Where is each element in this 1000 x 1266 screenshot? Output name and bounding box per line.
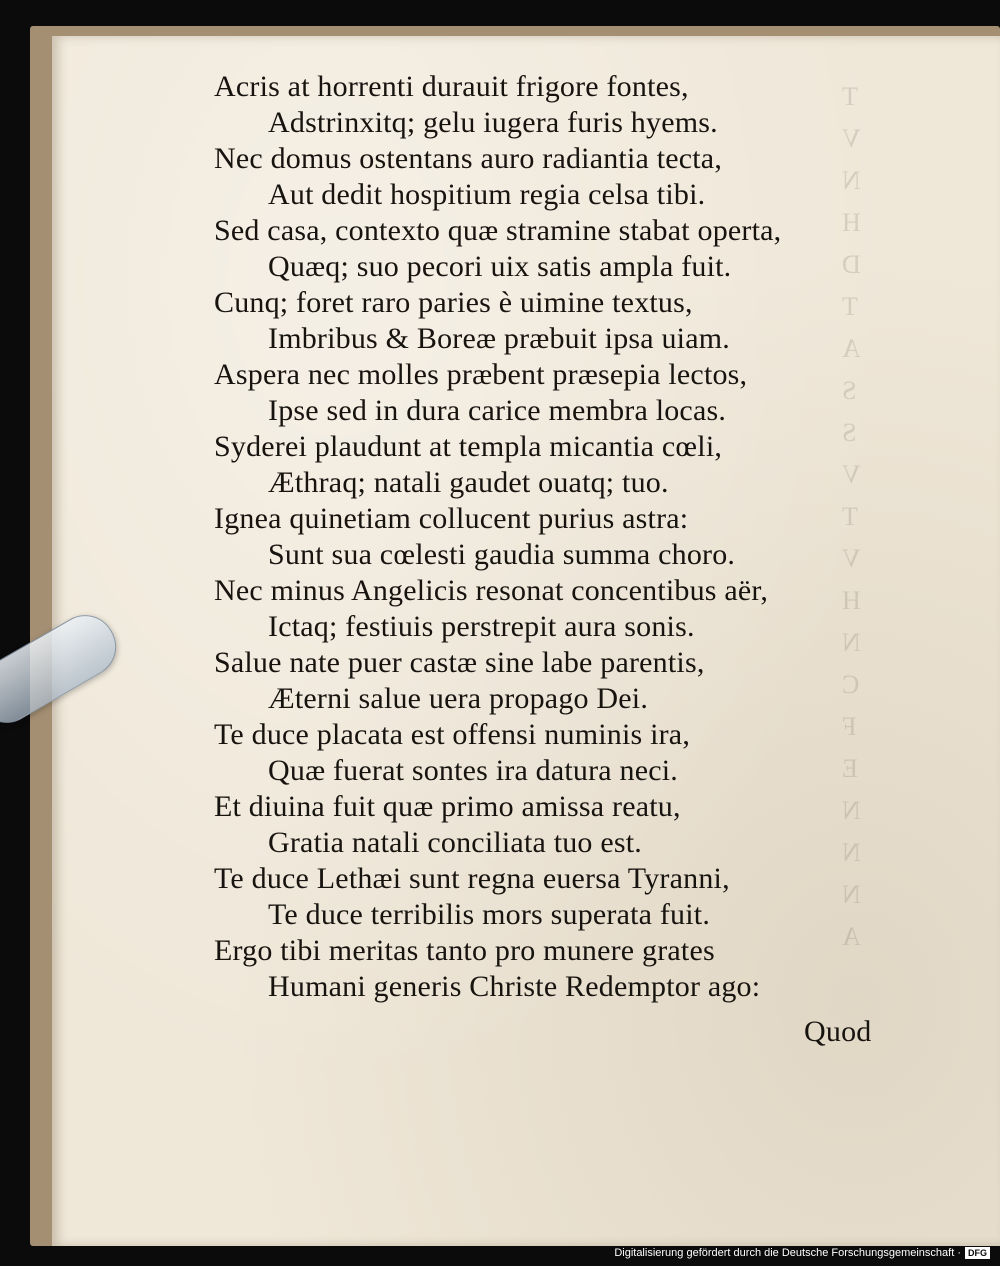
verse-line: Acris at horrenti durauit frigore fontes, — [214, 70, 689, 103]
verse-line: Sunt sua cœlesti gaudia summa choro. — [268, 538, 736, 571]
verse-line: Syderei plaudunt at templa micantia cœli, — [214, 430, 723, 463]
verse-line: Ictaq; festiuis perstrepit aura sonis. — [268, 610, 695, 643]
verse-line: Nec domus ostentans auro radiantia tecta, — [214, 142, 723, 175]
verse-line: Aut dedit hospitium regia celsa tibi. — [268, 178, 706, 211]
funding-credit-text: Digitalisierung gefördert durch die Deutsche Forschungsgemeinschaft · — [614, 1247, 961, 1259]
verse-line: Sed casa, contexto quæ stramine stabat operta, — [214, 214, 782, 247]
catchword: Quod — [804, 1015, 872, 1048]
verse-line: Ipse sed in dura carice membra locas. — [268, 394, 727, 427]
verse-line: Imbribus & Boreæ præbuit ipsa uiam. — [268, 322, 730, 355]
verse-line: Ergo tibi meritas tanto pro munere grates — [214, 934, 715, 967]
verse-line: Salue nate puer castæ sine labe parentis, — [214, 646, 705, 679]
verse-line: Æthraq; natali gaudet ouatq; tuo. — [268, 466, 669, 499]
verse-line: Te duce Lethæi sunt regna euersa Tyranni, — [214, 862, 730, 895]
verse-line: Te duce placata est offensi numinis ira, — [214, 718, 691, 751]
verse-line: Aspera nec molles præbent præsepia lectos, — [214, 358, 748, 391]
verse-line: Te duce terribilis mors superata fuit. — [268, 898, 711, 931]
verse-line: Gratia natali conciliata tuo est. — [268, 826, 642, 859]
verse-line: Ignea quinetiam collucent purius astra: — [214, 502, 689, 535]
verse-line: Nec minus Angelicis resonat concentibus aër, — [214, 574, 769, 607]
verse-line: Quæq; suo pecori uix satis ampla fuit. — [268, 250, 732, 283]
verse-line: Quæ fuerat sontes ira datura neci. — [268, 754, 678, 787]
verse-line: Adstrinxitq; gelu iugera furis hyems. — [268, 106, 718, 139]
verse-line: Humani generis Christe Redemptor ago: — [268, 970, 761, 1003]
verse-line: Cunq; foret raro paries è uimine textus, — [214, 286, 693, 319]
dfg-logo: DFG — [965, 1247, 990, 1259]
show-through-text: T V N H D T A S S V T V H N C F E N N N A — [842, 82, 861, 951]
footer-credit — [614, 1246, 990, 1260]
verse-line: Et diuina fuit quæ primo amissa reatu, — [214, 790, 681, 823]
verse-line: Æterni salue uera propago Dei. — [268, 682, 649, 715]
